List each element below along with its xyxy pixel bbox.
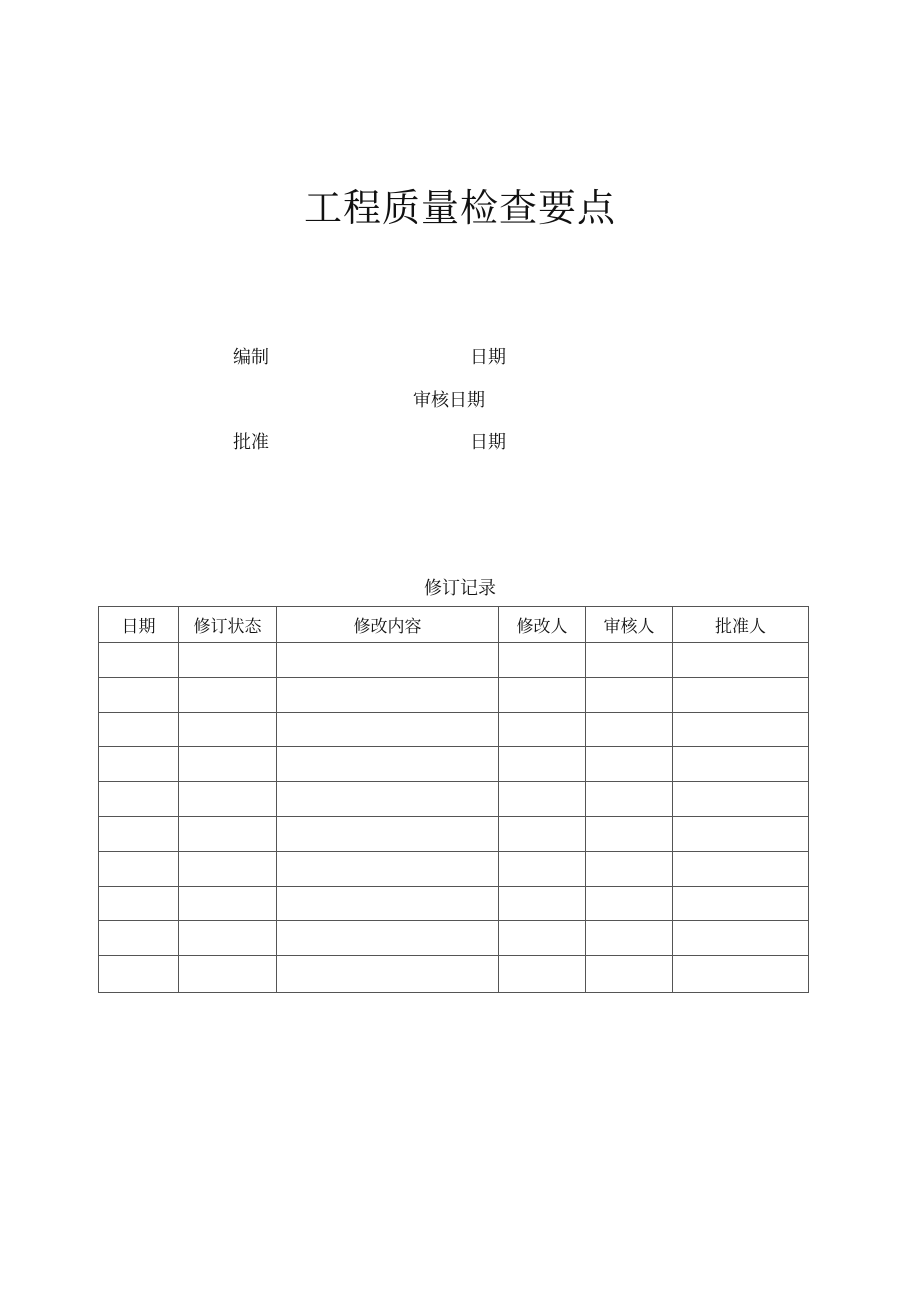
cell-reviewed-by xyxy=(586,816,673,851)
cell-revision-status xyxy=(179,747,277,782)
column-header-revision-status: 修订状态 xyxy=(179,607,277,643)
cell-modified-by xyxy=(499,956,586,993)
approved-label: 批准 xyxy=(233,432,269,453)
cell-reviewed-by xyxy=(586,782,673,817)
table-row xyxy=(99,747,809,782)
cell-approved-by xyxy=(673,921,809,956)
cell-modified-by xyxy=(499,886,586,921)
cell-revision-status xyxy=(179,677,277,712)
cell-approved-by xyxy=(673,677,809,712)
cell-reviewed-by xyxy=(586,643,673,678)
cell-modified-by xyxy=(499,643,586,678)
cell-revision-status xyxy=(179,712,277,747)
cell-date xyxy=(99,816,179,851)
column-header-approved-by: 批准人 xyxy=(673,607,809,643)
cell-reviewed-by xyxy=(586,921,673,956)
cell-reviewed-by xyxy=(586,956,673,993)
revision-record-table xyxy=(98,606,809,993)
cell-revision-status xyxy=(179,921,277,956)
cell-approved-by xyxy=(673,956,809,993)
table-row xyxy=(99,956,809,993)
table-row xyxy=(99,677,809,712)
cell-modified-by xyxy=(499,851,586,886)
table-row xyxy=(99,643,809,678)
cell-date xyxy=(99,886,179,921)
document-title: 工程质量检查要点 xyxy=(303,186,616,230)
cell-change-content xyxy=(277,782,499,817)
cell-date xyxy=(99,782,179,817)
column-header-change-content: 修改内容 xyxy=(277,607,499,643)
cell-date xyxy=(99,677,179,712)
cell-change-content xyxy=(277,956,499,993)
cell-date xyxy=(99,956,179,993)
cell-reviewed-by xyxy=(586,851,673,886)
cell-change-content xyxy=(277,886,499,921)
cell-approved-by xyxy=(673,851,809,886)
cell-date xyxy=(99,747,179,782)
cell-change-content xyxy=(277,921,499,956)
cell-modified-by xyxy=(499,921,586,956)
cell-reviewed-by xyxy=(586,886,673,921)
column-header-date: 日期 xyxy=(99,607,179,643)
cell-approved-by xyxy=(673,886,809,921)
cell-date xyxy=(99,643,179,678)
table-row xyxy=(99,851,809,886)
cell-modified-by xyxy=(499,712,586,747)
cell-revision-status xyxy=(179,782,277,817)
cell-change-content xyxy=(277,816,499,851)
cell-approved-by xyxy=(673,643,809,678)
cell-change-content xyxy=(277,747,499,782)
cell-modified-by xyxy=(499,677,586,712)
cell-approved-by xyxy=(673,782,809,817)
cell-change-content xyxy=(277,643,499,678)
cell-change-content xyxy=(277,712,499,747)
column-header-modified-by: 修改人 xyxy=(499,607,586,643)
table-row xyxy=(99,712,809,747)
cell-approved-by xyxy=(673,712,809,747)
compiled-label: 编制 xyxy=(233,347,269,368)
cell-revision-status xyxy=(179,851,277,886)
cell-revision-status xyxy=(179,643,277,678)
cell-modified-by xyxy=(499,782,586,817)
cell-reviewed-by xyxy=(586,747,673,782)
table-row xyxy=(99,886,809,921)
revision-header-row xyxy=(99,607,809,643)
cell-change-content xyxy=(277,677,499,712)
cell-revision-status xyxy=(179,816,277,851)
cell-modified-by xyxy=(499,816,586,851)
cell-modified-by xyxy=(499,747,586,782)
review-date-label: 审核日期 xyxy=(413,390,485,411)
revision-record-caption: 修订记录 xyxy=(424,578,496,599)
revision-table-body xyxy=(99,643,809,993)
cell-approved-by xyxy=(673,747,809,782)
table-row xyxy=(99,782,809,817)
cell-date xyxy=(99,921,179,956)
table-row xyxy=(99,921,809,956)
table-row xyxy=(99,816,809,851)
cell-revision-status xyxy=(179,886,277,921)
approved-date-label: 日期 xyxy=(470,432,506,453)
cell-reviewed-by xyxy=(586,677,673,712)
cell-date xyxy=(99,851,179,886)
cell-revision-status xyxy=(179,956,277,993)
column-header-reviewed-by: 审核人 xyxy=(586,607,673,643)
compiled-date-label: 日期 xyxy=(470,347,506,368)
cell-change-content xyxy=(277,851,499,886)
cell-approved-by xyxy=(673,816,809,851)
cell-date xyxy=(99,712,179,747)
cell-reviewed-by xyxy=(586,712,673,747)
